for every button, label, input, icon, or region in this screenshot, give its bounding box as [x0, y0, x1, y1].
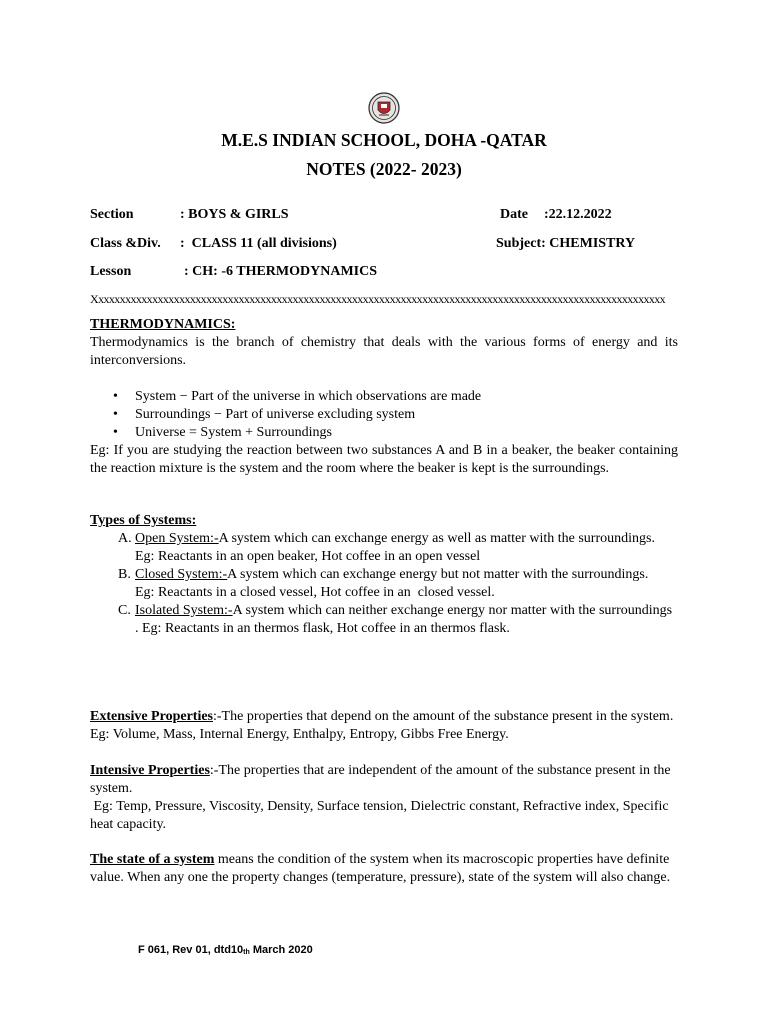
closed-system-text: A system which can exchange energy but not matter with the surroundings. — [227, 567, 649, 582]
subject: Subject: CHEMISTRY — [496, 236, 636, 251]
list-item: • System − Part of the universe in which observations are made — [90, 388, 678, 406]
lesson-value: : CH: -6 THERMODYNAMICS — [184, 264, 378, 279]
extensive-section — [90, 708, 678, 744]
date-value: :22.12.2022 — [544, 207, 612, 222]
thermo-heading: THERMODYNAMICS: — [90, 317, 236, 332]
thermo-definition: Thermodynamics is the branch of chemistry that deals with the various forms of energy and its interconversions. — [90, 335, 678, 368]
list-item: • Universe = System + Surroundings — [90, 424, 678, 442]
types-section — [90, 512, 678, 638]
section-value: : BOYS & GIRLS — [180, 207, 289, 222]
footer-pre: F 061, Rev 01, dtd10 — [138, 944, 244, 956]
notes-year: NOTES (2022- 2023) — [306, 159, 462, 179]
types-heading: Types of Systems: — [90, 513, 197, 528]
open-system-eg: Eg: Reactants in an open beaker, Hot coffee in an open vessel — [135, 549, 481, 564]
state-text: means the condition of the system when its macroscopic properties have definite value. When any one the property changes (temperature, pressure), state of the system will also change. — [90, 852, 671, 885]
extensive-text: :-The properties that depend on the amount of the substance present in the system. Eg: Volume, Mass, Internal Energy, Enthalpy, Entropy, Gibbs Free Energy. — [90, 709, 674, 742]
intensive-section — [90, 762, 678, 834]
date-label: Date — [500, 207, 528, 222]
intensive-eg: Eg: Temp, Pressure, Viscosity, Density, Surface tension, Dielectric constant, Refractive index, Specific heat capacity. — [90, 799, 673, 832]
isolated-system-text: A system which can neither exchange energy nor matter with the surroundings — [232, 603, 673, 618]
thermo-section — [90, 316, 678, 478]
state-section — [90, 851, 678, 887]
list-item: • Surroundings − Part of universe excluding system — [90, 406, 678, 424]
separator-line: Xxxxxxxxxxxxxxxxxxxxxxxxxxxxxxxxxxxxxxxxxxxxxxxxxxxxxxxxxxxxxxxxxxxxxxxxxxxxxxxxxxxxxxxxxxxxxxxxxxxxxxxxxx — [90, 292, 666, 306]
list-letter: A. — [118, 531, 132, 546]
open-system-term: Open System:- — [135, 531, 219, 546]
isolated-system-eg: . Eg: Reactants in an thermos flask, Hot coffee in an thermos flask. — [135, 621, 510, 636]
closed-system-term: Closed System:- — [135, 567, 228, 582]
extensive-term: Extensive Properties — [90, 709, 213, 724]
open-system-text: A system which can exchange energy as well as matter with the surroundings. — [218, 531, 655, 546]
list-letter: C. — [118, 603, 131, 618]
list-item — [90, 530, 678, 566]
footer-ref — [138, 944, 313, 956]
isolated-system-term: Isolated System:- — [135, 603, 233, 618]
list-item — [90, 566, 678, 602]
footer-post: March 2020 — [249, 944, 313, 956]
state-term: The state of a system — [90, 852, 215, 867]
school-name: M.E.S INDIAN SCHOOL, DOHA -QATAR — [221, 130, 547, 150]
thermo-example: Eg: If you are studying the reaction between two substances A and B in a beaker, the beaker containing the reaction mixture is the system and the room where the beaker is kept is the surroundings. — [90, 443, 678, 476]
thermo-bullets — [90, 388, 678, 442]
intensive-term: Intensive Properties — [90, 763, 210, 778]
footer-sub: th — [243, 949, 250, 956]
class-label: Class &Div. — [90, 236, 161, 251]
closed-system-eg: Eg: Reactants in a closed vessel, Hot coffee in an closed vessel. — [135, 585, 495, 600]
list-item — [90, 602, 678, 638]
intensive-text: :-The properties that are independent of the amount of the substance present in the system. — [90, 763, 671, 796]
section-label: Section — [90, 207, 134, 222]
class-value: : CLASS 11 (all divisions) — [180, 236, 337, 251]
lesson-label: Lesson — [90, 264, 132, 279]
list-letter: B. — [118, 567, 131, 582]
school-logo — [368, 92, 400, 124]
